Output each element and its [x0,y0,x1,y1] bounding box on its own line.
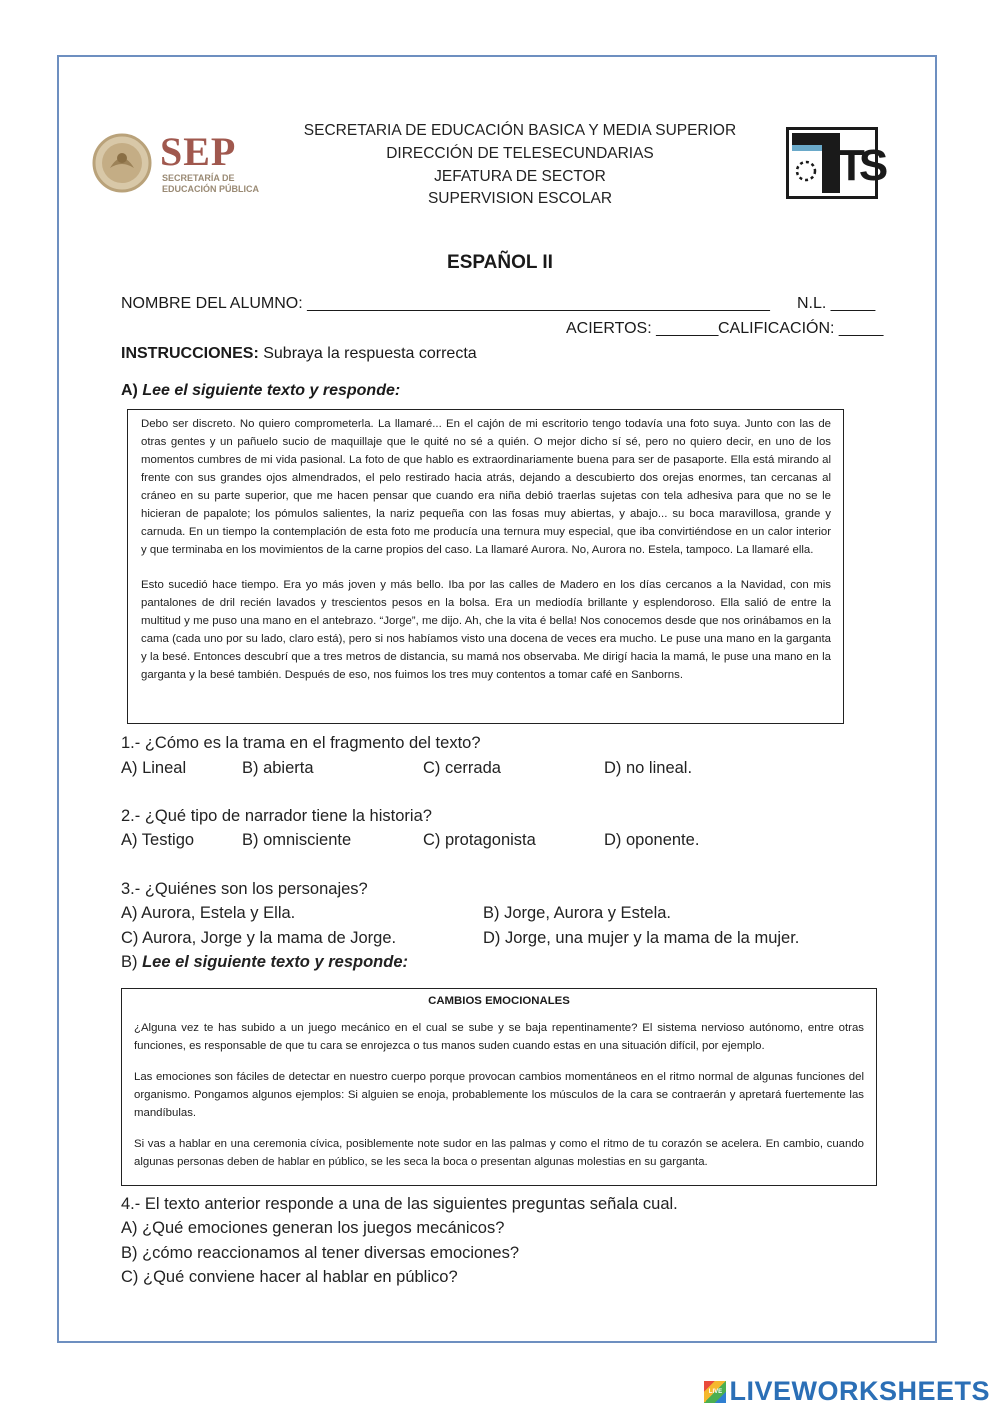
header-line-1: SECRETARIA DE EDUCACIÓN BASICA Y MEDIA SUPERIOR [303,122,737,139]
section-b-text: Lee el siguiente texto y responde: [142,953,408,971]
text-b-paragraph-2: Las emociones son fáciles de detectar en nuestro cuerpo porque provocan cambios momentáneos en el ritmo normal de algunas funciones del organismo. Pongamos algunos ejemplos: Si alguien se enoja, probablemente los músculos de la cara se contraerán y apretará fuertemente las mandíbulas. [134,1071,864,1119]
q4-option-c[interactable]: C) ¿Qué conviene hacer al hablar en público? [121,1268,458,1286]
q4-option-b[interactable]: B) ¿cómo reaccionamos al tener diversas emociones? [121,1244,520,1262]
student-name-row [121,295,770,313]
text-a-paragraph-1: Debo ser discreto. No quiero comprometerla. La llamaré... En el cajón de mi escritorio tengo todavía una foto suya. Junto con las de otras gentes y un pañuelo sucio de maquillaje que le quité no sé a quién. O mejor dicho sí sé, pero no quiero decir, en uno de los momentos cumbres de mi vida pasional. La foto de que hablo es extraordinariamente buena para ser de pasaporte. Ella está mirando al frente con sus grandes ojos almendrados, el pelo restirado hacia atrás, dejando a descubierto dos orejas enormes, tan cercanas al cráneo en su parte superior, que me hacen pensar que cuando era niña debió traerlas sujetas con tela adhesiva para que no se le hicieran de papalote; los pómulos salientes, la nariz pequeña con las fosas muy abiertas, y abajo... su boca maravillosa, grande y carnuda. En un tiempo la contemplación de esta foto me producía una ternura muy especial, que iba convirtiéndose en un calor interior y que terminaba en los movimientos de la carne propios del caso. La llamaré Aurora. No, Aurora no. Estela, tampoco. La llamaré ella. [141,418,831,556]
q2-option-a[interactable]: A) Testigo [121,831,195,849]
sep-logo-sub2: EDUCACIÓN PÚBLICA [162,184,260,194]
instructions-label: INSTRUCCIONES: [121,345,259,362]
section-a-heading [121,382,400,400]
q2-option-b[interactable]: B) omnisciente [242,831,352,849]
text-b-paragraph-1: ¿Alguna vez te has subido a un juego mecánico en el cual se sube y se baja repentinamente? El sistema nervioso autónomo, entre otras funciones, es responsable de que tu cara se enrojezca o tus manos suden cuando estas en una situación difícil, por ejemplo. [134,1022,864,1052]
reading-text-b [121,988,877,1186]
telesecundaria-logo [786,127,883,199]
liveworksheets-badge-icon: LIVE [704,1381,726,1403]
aciertos-field[interactable]: ACIERTOS: _______ [566,320,719,337]
q2-option-d[interactable]: D) oponente. [604,831,700,849]
header-line-4: SUPERVISION ESCOLAR [427,190,613,207]
section-a-letter: A) [121,382,138,399]
sep-logo-text: SEP [160,129,237,174]
reading-text-a [127,409,844,724]
text-b-paragraph-3: Si vas a hablar en una ceremonia cívica, posiblemente note sudor en las palmas y como el ritmo de tu corazón se acelera. En cambio, cuando algunas personas deben de hablar en público, se les seca la boca o presentan algunas molestias en su garganta. [134,1138,864,1168]
student-name-field[interactable]: ____________________________________________________ [307,295,770,312]
q1-option-b[interactable]: B) abierta [242,759,314,777]
q4-option-a[interactable]: A) ¿Qué emociones generan los juegos mecánicos? [121,1219,505,1237]
eagle-seal-icon [92,130,152,196]
header-line-3: JEFATURA DE SECTOR [434,168,606,185]
calificacion-field[interactable]: CALIFICACIÓN: _____ [718,320,884,337]
ts-logo-text: TS [838,141,883,190]
page-title: ESPAÑOL II [447,252,553,273]
sep-logo [92,130,287,196]
student-name-label: NOMBRE DEL ALUMNO: [121,295,303,312]
list-number-field[interactable]: N.L. _____ [797,295,876,312]
question-1: 1.- ¿Cómo es la trama en el fragmento del texto? [121,734,481,752]
question-3: 3.- ¿Quiénes son los personajes? [121,880,368,898]
liveworksheets-text: LIVEWORKSHEETS [729,1376,990,1406]
header-line-2: DIRECCIÓN DE TELESECUNDARIAS [386,145,654,162]
sep-logo-sub1: SECRETARÍA DE [162,173,235,183]
q1-option-a[interactable]: A) Lineal [121,759,187,777]
section-b-heading [121,953,408,972]
q1-option-d[interactable]: D) no lineal. [604,759,693,777]
section-a-text: Lee el siguiente texto y responde: [142,382,401,399]
q1-option-c[interactable]: C) cerrada [423,759,501,777]
q3-option-d[interactable]: D) Jorge, una mujer y la mama de la mujer. [483,929,800,947]
question-2: 2.- ¿Qué tipo de narrador tiene la historia? [121,807,432,825]
text-a-paragraph-2: Esto sucedió hace tiempo. Era yo más joven y más bello. Iba por las calles de Madero en los días cercanos a la Navidad, con mis pantalones de dril recién lavados y trescientos pesos en la bolsa. Era un mediodía brillante y esplendoroso. Ella salió de entre la multitud y me puso una mano en el antebrazo. “Jorge”, me dijo. Ah, che la vita é bella! Nos conocemos desde que nos orinábamos en la cama (cada uno por su lado, claro está), pero si nos habíamos visto una docena de veces era mucho. Le puse una mano en la garganta y la besé. Entonces descubrí que a tres metros de distancia, su mamá nos observaba. Me dirigí hacia la mamá, le puse una mano en la garganta y la besé también. Después de eso, nos fuimos los tres muy contentos a tomar café en Sanborns. [141,579,831,681]
instructions [121,345,477,363]
q2-option-c[interactable]: C) protagonista [423,831,536,849]
question-4: 4.- El texto anterior responde a una de las siguientes preguntas señala cual. [121,1195,678,1213]
q3-option-b[interactable]: B) Jorge, Aurora y Estela. [483,904,672,922]
q3-option-c[interactable]: C) Aurora, Jorge y la mama de Jorge. [121,929,397,947]
text-b-title: CAMBIOS EMOCIONALES [428,995,570,1007]
section-b-letter: B) [121,953,138,971]
instructions-text: Subraya la respuesta correcta [258,345,477,362]
liveworksheets-watermark [704,1376,990,1407]
q3-option-a[interactable]: A) Aurora, Estela y Ella. [121,904,296,922]
